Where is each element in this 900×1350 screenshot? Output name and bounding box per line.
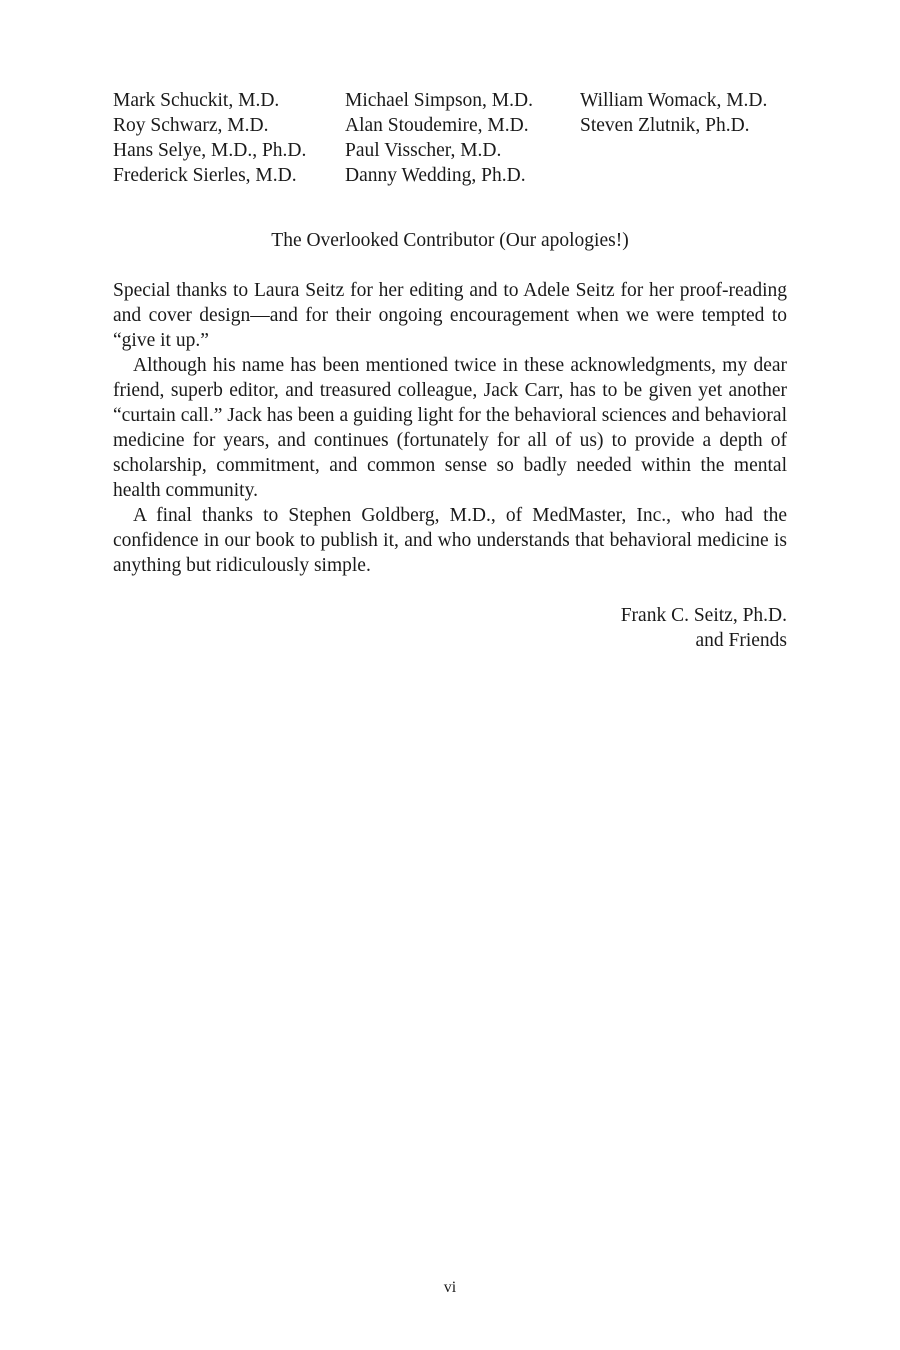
signature-name: Frank C. Seitz, Ph.D.: [620, 605, 787, 626]
contributor-name: Alan Stoudemire, M.D.: [345, 115, 529, 136]
paragraph: Although his name has been mentioned twice in these acknowledgments, my dear friend, superb editor, and treasured colleague, Jack Carr, has to be given yet another “curtain call.” Jack has been a guiding light for the behavioral sciences and behavioral medicine for years, and continues (fortunately for all of us) to provide a depth of scholarship, commitment, and common sense so badly needed within the mental health community.: [113, 355, 787, 501]
contributor-name: Hans Selye, M.D., Ph.D.: [113, 140, 307, 161]
contributor-column-1: [113, 88, 345, 188]
contributor-name: Frederick Sierles, M.D.: [113, 165, 297, 186]
contributor-column-2: [345, 88, 580, 188]
contributor-column-3: [580, 88, 800, 188]
paragraph: Special thanks to Laura Seitz for her editing and to Adele Seitz for her proof-reading and cover design—and for their ongoing encouragement when we were tempted to “give it up.”: [113, 280, 787, 351]
contributor-name: Paul Visscher, M.D.: [345, 140, 502, 161]
acknowledgment-body: [113, 278, 787, 578]
contributor-name: Mark Schuckit, M.D.: [113, 90, 280, 111]
signature-block: [113, 603, 787, 653]
page-number: vi: [443, 1279, 457, 1296]
contributor-name: Danny Wedding, Ph.D.: [345, 165, 526, 186]
contributor-name: William Womack, M.D.: [580, 90, 768, 111]
contributor-name: Michael Simpson, M.D.: [345, 90, 533, 111]
section-heading: The Overlooked Contributor (Our apologies!): [271, 230, 629, 251]
paragraph: A final thanks to Stephen Goldberg, M.D., of MedMaster, Inc., who had the confidence in our book to publish it, and who understands that behavioral medicine is anything but ridiculously simple.: [113, 505, 787, 576]
contributor-name: Roy Schwarz, M.D.: [113, 115, 269, 136]
contributor-list: [113, 88, 803, 188]
contributor-name: Steven Zlutnik, Ph.D.: [580, 115, 750, 136]
signature-line: and Friends: [695, 630, 787, 651]
